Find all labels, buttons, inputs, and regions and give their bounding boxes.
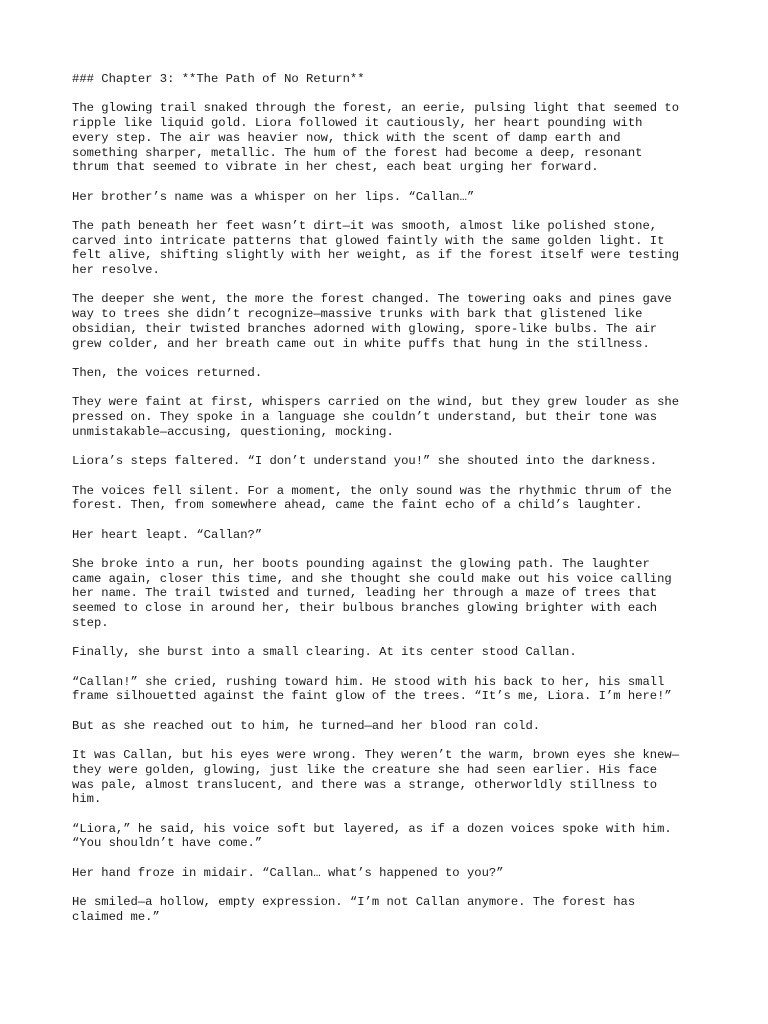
paragraph-9: Her heart leapt. “Callan?” <box>72 527 263 542</box>
document-page <box>72 72 708 939</box>
paragraph-17: He smiled—a hollow, empty expression. “I’m not Callan anymore. The forest has claimed me.” <box>72 895 636 924</box>
paragraph-6: They were faint at first, whispers carried on the wind, but they grew louder as she pressed on. They spoke in a language she couldn’t understand, but their tone was unmistakable—accusing, questioning, mocking. <box>72 395 680 439</box>
paragraph-5: Then, the voices returned. <box>72 365 263 380</box>
paragraph-16: Her hand froze in midair. “Callan… what’s happened to you?” <box>72 865 504 880</box>
paragraph-2: Her brother’s name was a whisper on her lips. “Callan…” <box>72 189 475 204</box>
paragraph-15: “Liora,” he said, his voice soft but layered, as if a dozen voices spoke with him. “You shouldn’t have come.” <box>72 821 672 851</box>
chapter-heading: ### Chapter 3: **The Path of No Return** <box>72 72 365 86</box>
paragraph-8: The voices fell silent. For a moment, the only sound was the rhythmic thrum of the forest. Then, from somewhere ahead, came the faint echo of a child’s laughter. <box>72 483 672 513</box>
paragraph-13: But as she reached out to him, he turned—and her blood ran cold. <box>72 718 541 733</box>
paragraph-12: “Callan!” she cried, rushing toward him. He stood with his back to her, his small frame silhouetted against the faint glow of the trees. “It’s me, Liora. I’m here!” <box>72 674 672 704</box>
paragraph-1: The glowing trail snaked through the forest, an eerie, pulsing light that seemed to ripple like liquid gold. Liora followed it cautiously, her heart pounding with every step. The air was heavier now, thick with the scent of damp earth and something sharper, metallic. The hum of the forest had become a deep, resonant thrum that seemed to vibrate in her chest, each beat urging her forward. <box>72 101 680 175</box>
paragraph-11: Finally, she burst into a small clearing. At its center stood Callan. <box>72 645 577 660</box>
paragraph-4: The deeper she went, the more the forest changed. The towering oaks and pines gave way to trees she didn’t recognize—massive trunks with bark that glistened like obsidian, their twisted branches adorned with glowing, spore-like bulbs. The air grew colder, and her breath came out in white puffs that hung in the stillness. <box>72 292 672 351</box>
paragraph-10: She broke into a run, her boots pounding against the glowing path. The laughter came again, closer this time, and she thought she could make out his voice calling her name. The trail twisted and turned, leading her through a maze of trees that seemed to close in around her, their bulbous branches glowing brighter with each step. <box>72 557 672 630</box>
paragraph-14: It was Callan, but his eyes were wrong. They weren’t the warm, brown eyes she knew— they were golden, glowing, just like the creature she had seen earlier. His face was pale, almost translucent, and there was a strange, otherworldly stillness to him. <box>72 748 680 807</box>
paragraph-3: The path beneath her feet wasn’t dirt—it was smooth, almost like polished stone, carved into intricate patterns that glowed faintly with the same golden light. It felt alive, shifting slightly with her weight, as if the forest itself were testing her resolve. <box>72 218 680 278</box>
paragraph-7: Liora’s steps faltered. “I don’t understand you!” she shouted into the darkness. <box>72 454 658 469</box>
